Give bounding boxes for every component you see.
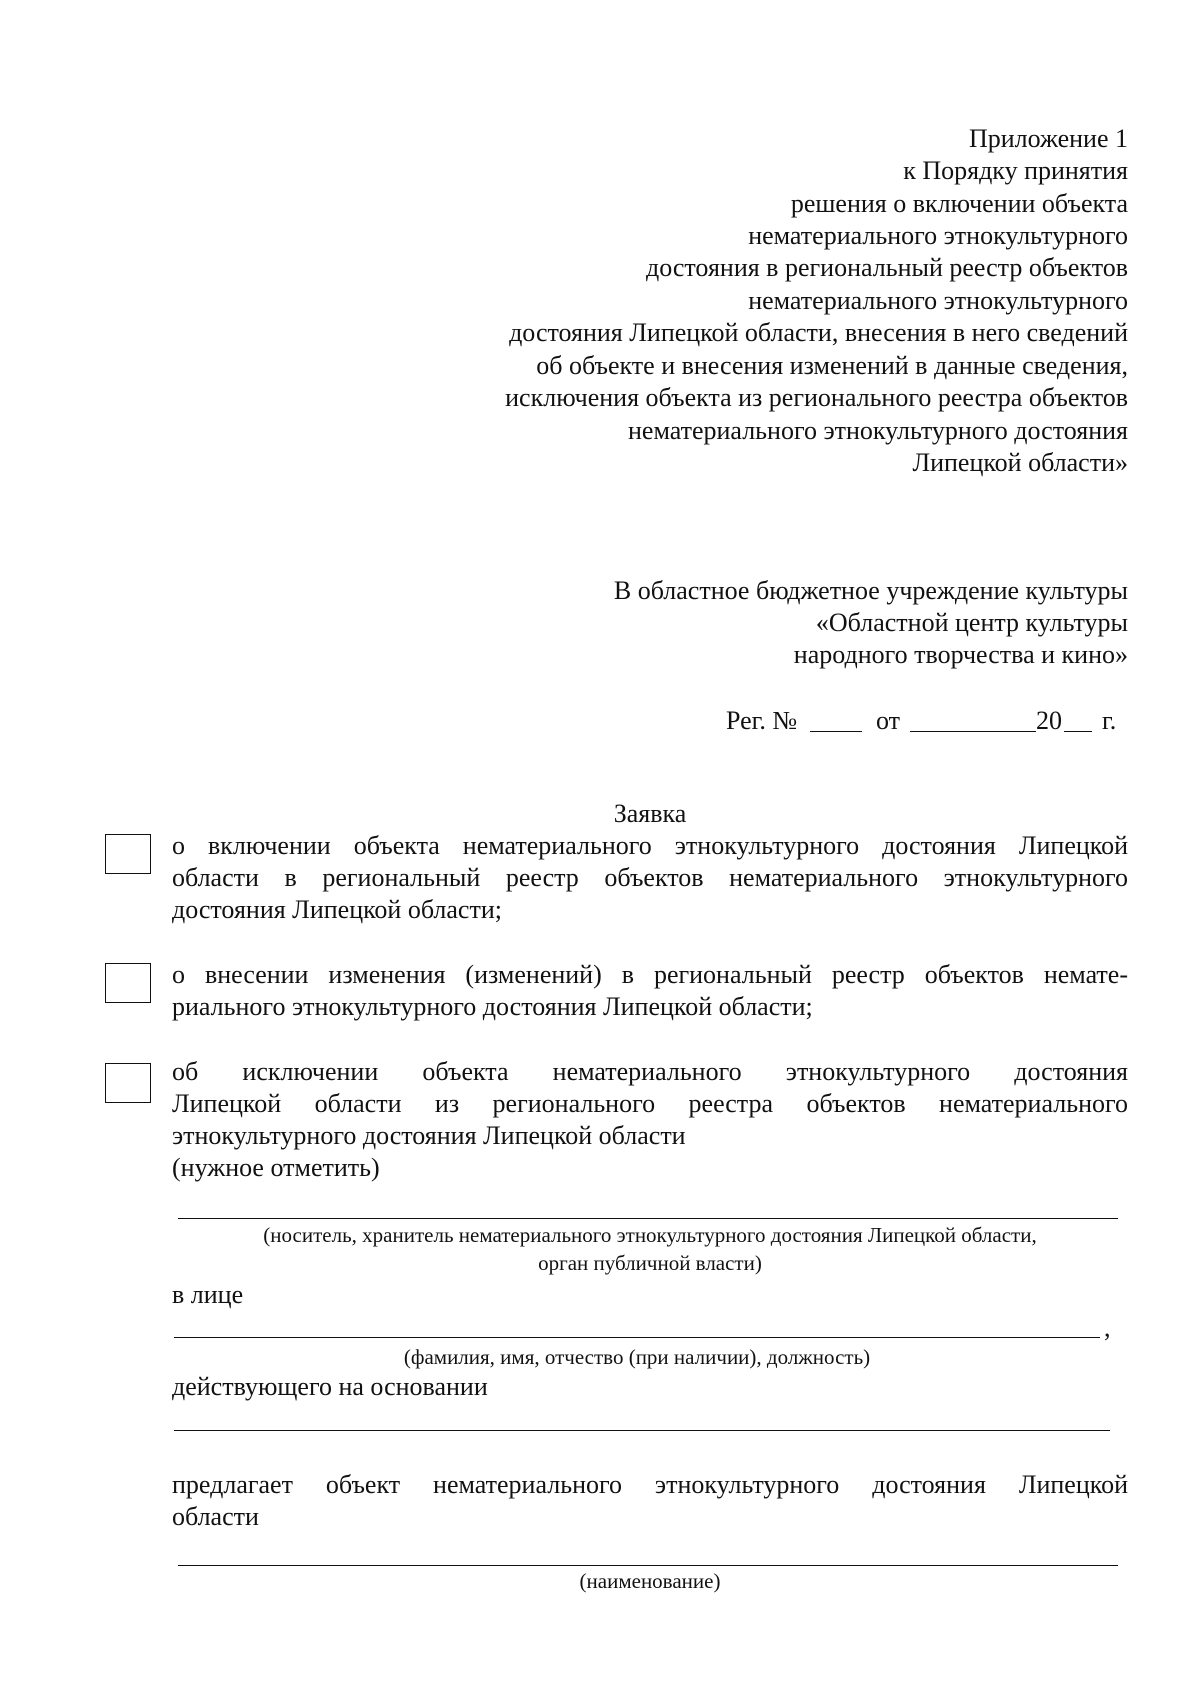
basis-field-line[interactable] (174, 1430, 1110, 1431)
reg-year-blank[interactable] (1064, 731, 1092, 732)
represented-by-label: в лице (172, 1280, 244, 1309)
person-caption: (фамилия, имя, отчество (при наличии), должность) (403, 1345, 871, 1369)
reg-from-label: от (876, 706, 901, 735)
reg-number-blank[interactable] (810, 731, 862, 732)
addressee-line: В областное бюджетное учреждение культуры (613, 576, 1128, 605)
reg-date-blank[interactable] (910, 731, 1036, 732)
object-name-field-line[interactable] (178, 1565, 1118, 1566)
appendix-line: об объекте и внесения изменений в данные сведения, (536, 351, 1128, 380)
reg-number-label: Рег. № (726, 706, 798, 735)
option-line: риального этнокультурного достояния Липецкой области; (172, 992, 813, 1021)
appendix-line: достояния в региональный реестр объектов (646, 253, 1128, 282)
option-change-text (172, 959, 1128, 1023)
option-include-text (172, 830, 1128, 926)
addressee-line: «Областной центр культуры (815, 608, 1128, 637)
appendix-line: Приложение 1 (968, 124, 1128, 153)
object-name-caption: (наименование) (579, 1569, 721, 1593)
option-exclude-checkbox[interactable] (105, 1063, 151, 1103)
registration-line (726, 705, 1128, 739)
applicant-caption-line: орган публичной власти) (538, 1251, 762, 1275)
proposal-line: предлагает объект нематериального этнокультурного достояния Липецкой (172, 1470, 1128, 1499)
person-field-line[interactable] (174, 1337, 1100, 1338)
option-line: об исключении объекта нематериального этнокультурного достояния (172, 1057, 1128, 1086)
option-line: области в региональный реестр объектов нематериального этнокультурного (172, 863, 1128, 892)
appendix-line: достояния Липецкой области, внесения в него сведений (509, 318, 1128, 347)
note-mark: (нужное отметить) (172, 1153, 380, 1182)
appendix-line: решения о включении объекта (790, 189, 1128, 218)
reg-year-suffix: г. (1102, 706, 1117, 735)
appendix-line: Липецкой области» (912, 448, 1128, 477)
option-line: Липецкой области из регионального реестра объектов нематериального (172, 1089, 1128, 1118)
proposal-text (172, 1469, 1128, 1533)
option-line: этнокультурного достояния Липецкой области (172, 1121, 686, 1150)
proposal-line: области (172, 1502, 259, 1531)
document-title: Заявка (613, 799, 687, 828)
appendix-line: нематериального этнокультурного (748, 221, 1128, 250)
applicant-caption-line: (носитель, хранитель нематериального этнокультурного достояния Липецкой области, (263, 1223, 1037, 1247)
appendix-line: исключения объекта из регионального реестра объектов (505, 383, 1128, 412)
comma-mark: , (1104, 1313, 1111, 1342)
option-include-checkbox[interactable] (105, 834, 151, 874)
appendix-line: нематериального этнокультурного (748, 286, 1128, 315)
option-exclude-text (172, 1056, 1128, 1184)
addressee-line: народного творчества и кино» (793, 640, 1128, 669)
appendix-line: нематериального этнокультурного достояния (628, 416, 1128, 445)
appendix-line: к Порядку принятия (903, 156, 1128, 185)
option-line: о внесении изменения (изменений) в региональный реестр объектов немате- (172, 960, 1128, 989)
applicant-field-line[interactable] (178, 1218, 1118, 1219)
option-change-checkbox[interactable] (105, 963, 151, 1003)
option-line: достояния Липецкой области; (172, 895, 502, 924)
acting-basis-label: действующего на основании (172, 1372, 488, 1401)
reg-year-prefix: 20 (1036, 706, 1062, 735)
option-line: о включении объекта нематериального этнокультурного достояния Липецкой (172, 831, 1128, 860)
